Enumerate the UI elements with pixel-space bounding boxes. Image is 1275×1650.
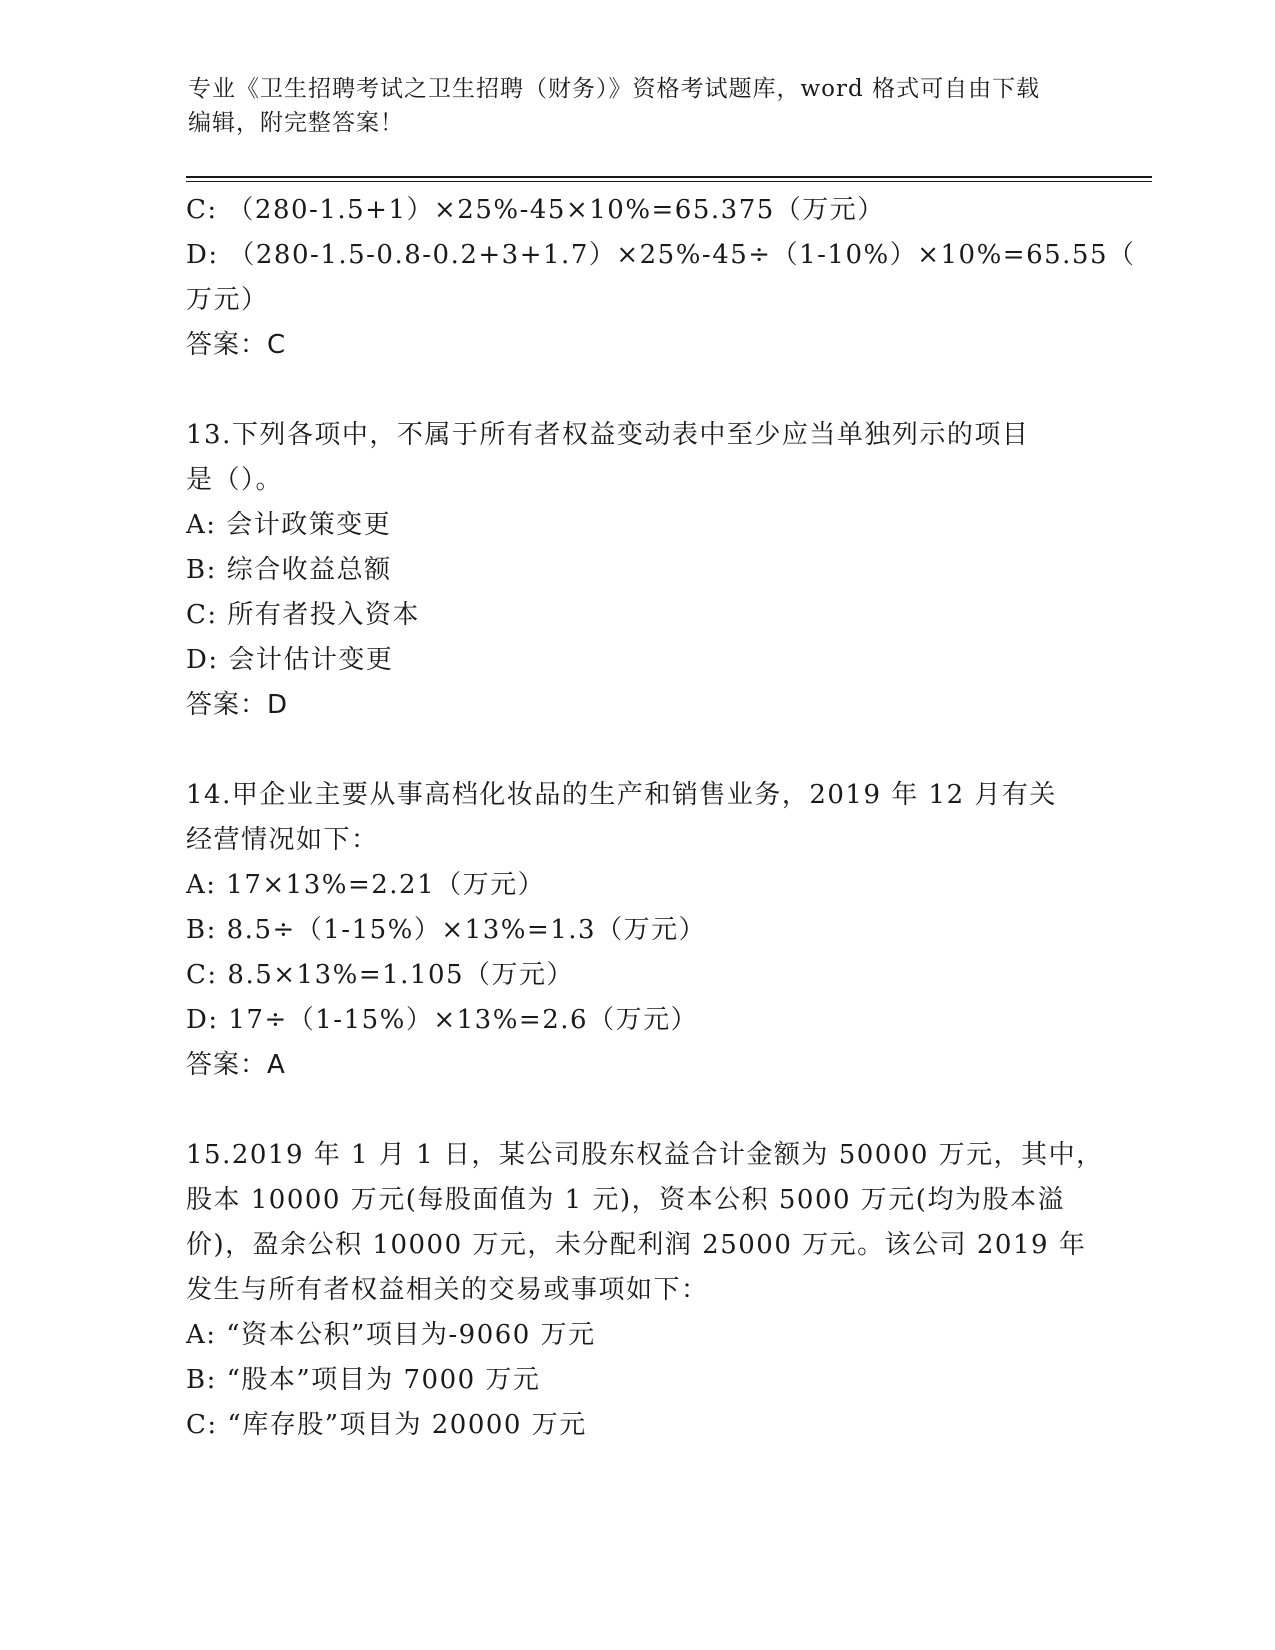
q15-stem-line-1: 15.2019 年 1 月 1 日，某公司股东权益合计金额为 50000 万元，其中，: [186, 1140, 1104, 1170]
spacer: [186, 728, 1086, 773]
q13-option-b: B: 综合收益总额: [186, 555, 392, 585]
q13-answer: 答案：D: [186, 690, 289, 720]
q12-option-d-line-2: 万元）: [186, 285, 269, 315]
q15-option-a: A: “资本公积”项目为-9060 万元: [186, 1320, 596, 1350]
q12-option-d-line-1: D: （280-1.5-0.8-0.2+3+1.7）×25%-45÷（1-10%）×10%=65.55（: [186, 240, 1136, 270]
q15-option-c: C: “库存股”项目为 20000 万元: [186, 1410, 587, 1440]
q13-option-a: A: 会计政策变更: [186, 510, 392, 540]
header-rule-thick: [186, 176, 1152, 178]
q13-option-d: D: 会计估计变更: [186, 645, 394, 675]
q14-option-a: A: 17×13%=2.21（万元）: [186, 870, 546, 900]
q12-option-c: C: （280-1.5+1）×25%-45×10%=65.375（万元）: [186, 195, 885, 225]
q15-stem-line-2: 股本 10000 万元(每股面值为 1 元)，资本公积 5000 万元(均为股本溢: [186, 1185, 1065, 1215]
q13-stem-line-2: 是（）。: [186, 465, 284, 495]
q15-option-b: B: “股本”项目为 7000 万元: [186, 1365, 541, 1395]
question-content: [186, 188, 1136, 1448]
document-header: [188, 72, 1088, 140]
header-rule-thin: [186, 181, 1152, 182]
q14-option-c: C: 8.5×13%=1.105（万元）: [186, 960, 575, 990]
q15-stem-line-3: 价)，盈余公积 10000 万元，未分配利润 25000 万元。该公司 2019 年: [186, 1230, 1087, 1260]
q14-option-d: D: 17÷（1-15%）×13%=2.6（万元）: [186, 1005, 699, 1035]
q14-answer: 答案：A: [186, 1050, 286, 1080]
q14-stem-line-2: 经营情况如下：: [186, 825, 379, 855]
spacer: [186, 1088, 1086, 1133]
q13-stem-line-1: 13.下列各项中，不属于所有者权益变动表中至少应当单独列示的项目: [186, 420, 1030, 450]
q15-stem-line-4: 发生与所有者权益相关的交易或事项如下：: [186, 1275, 709, 1305]
q14-option-b: B: 8.5÷（1-15%）×13%=1.3（万元）: [186, 915, 707, 945]
q14-stem-line-1: 14.甲企业主要从事高档化妆品的生产和销售业务，2019 年 12 月有关: [186, 780, 1057, 810]
q12-answer: 答案：C: [186, 330, 287, 360]
header-line-2: 编辑，附完整答案！: [188, 110, 404, 136]
spacer: [186, 368, 1086, 413]
q13-option-c: C: 所有者投入资本: [186, 600, 420, 630]
header-line-1: 专业《卫生招聘考试之卫生招聘（财务）》资格考试题库，word 格式可自由下载: [188, 76, 1041, 102]
